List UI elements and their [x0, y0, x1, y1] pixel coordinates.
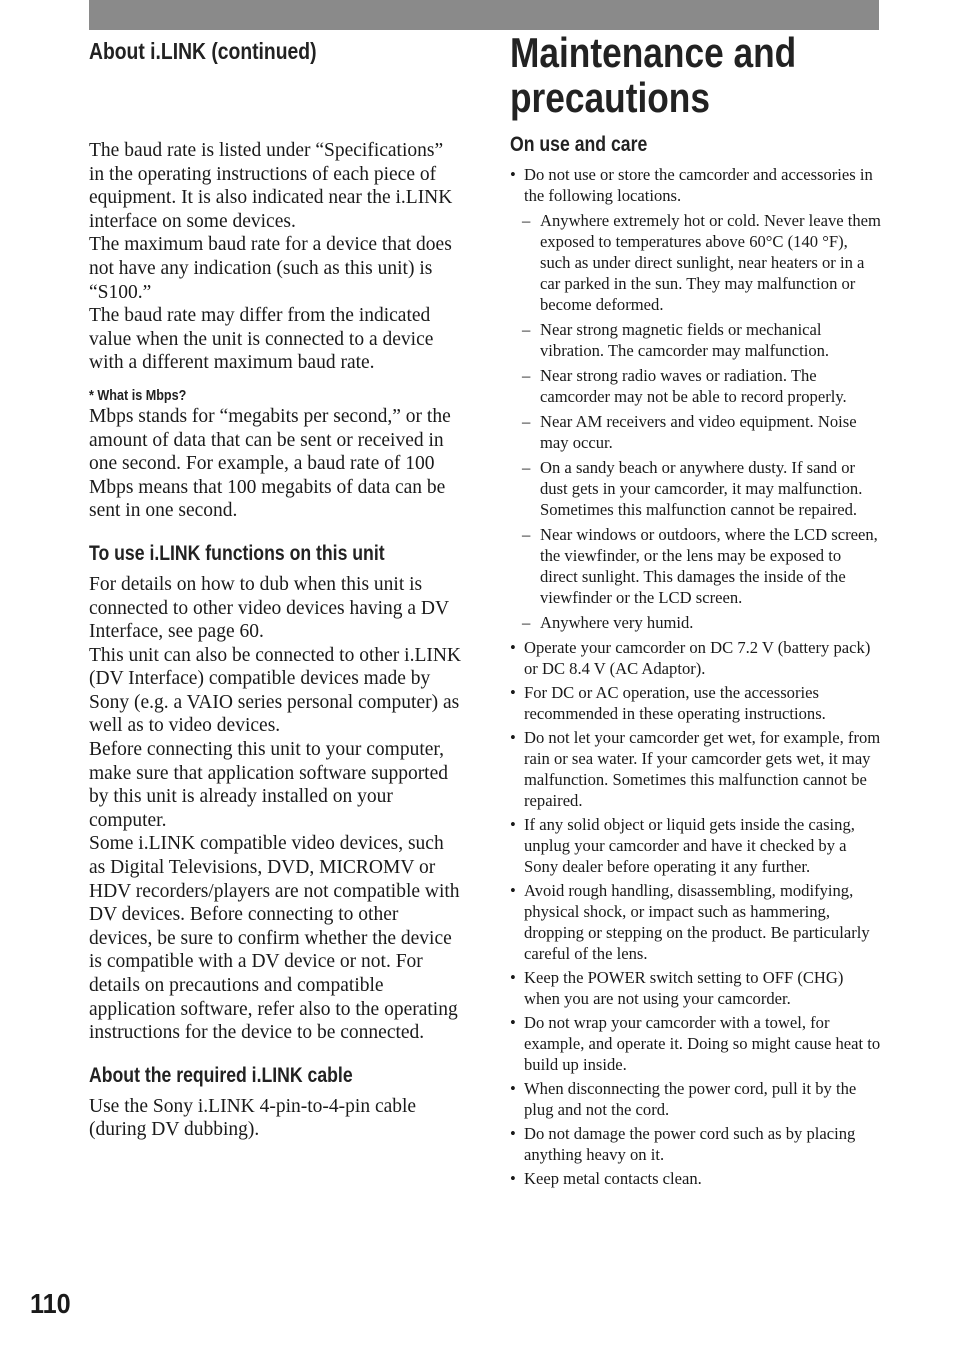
- location-item: – Anywhere extremely hot or cold. Never leave them exposed to temperatures above 60°C (140 °F), such as under direct sunlight, near heaters or in a car parked in the sun. They may malfunction or become deformed.: [510, 210, 882, 315]
- functions-heading: To use i.LINK functions on this unit: [89, 541, 385, 565]
- location-item: – Near strong magnetic fields or mechanical vibration. The camcorder may malfunction.: [510, 319, 882, 361]
- location-item: – Near strong radio waves or radiation. The camcorder may not be able to record properly.: [510, 365, 882, 407]
- functions-paragraph: Before connecting this unit to your computer, make sure that application software supported by this unit is already installed on your computer.: [89, 739, 449, 831]
- cable-text: Use the Sony i.LINK 4-pin-to-4-pin cable (during DV dubbing).: [89, 1095, 417, 1141]
- intro-paragraph: The maximum baud rate for a device that does not have any indication (such as this unit) is “S100.”: [89, 234, 452, 303]
- locations-list: [510, 210, 882, 633]
- list-item: • When disconnecting the power cord, pull it by the plug and not the cord.: [510, 1078, 882, 1120]
- left-column: [89, 139, 461, 1142]
- note-text: Mbps stands for “megabits per second,” or the amount of data that can be sent or received in one second. For example, a baud rate of 100 Mbps means that 100 megabits of data can be sent in one second.: [89, 405, 451, 522]
- list-item-text: Do not use or store the camcorder and accessories in the following locations.: [524, 165, 873, 205]
- location-item: – On a sandy beach or anywhere dusty. If sand or dust gets in your camcorder, it may malfunction. Sometimes this malfunction cannot be repaired.: [510, 457, 882, 520]
- use-care-heading: On use and care: [510, 133, 648, 156]
- precautions-list: [510, 164, 882, 206]
- intro-paragraph: The baud rate is listed under “Specifications” in the operating instructions of each piece of equipment. It is also indicated near the i.LINK interface on some devices.: [89, 140, 453, 232]
- header-bar: [89, 0, 879, 30]
- list-item: • For DC or AC operation, use the accessories recommended in these operating instructions.: [510, 682, 882, 724]
- cable-heading: About the required i.LINK cable: [89, 1063, 353, 1087]
- intro-paragraph: The baud rate may differ from the indicated value when the unit is connected to a device with a different maximum baud rate.: [89, 305, 434, 374]
- list-item: • Avoid rough handling, disassembling, modifying, physical shock, or impact such as hammering, dropping or stepping on the product. Be particularly careful of the lens.: [510, 880, 882, 964]
- page-title: Maintenance and precautions: [510, 29, 797, 121]
- functions-paragraph: This unit can also be connected to other i.LINK (DV Interface) compatible devices made by Sony (e.g. a VAIO series personal computer) as well as to video devices.: [89, 644, 462, 737]
- list-item: • If any solid object or liquid gets inside the casing, unplug your camcorder and have it checked by a Sony dealer before operating it any further.: [510, 814, 882, 877]
- functions-paragraph: Some i.LINK compatible video devices, such as Digital Televisions, DVD, MICROMV or HDV recorders/players are not compatible with DV devices. Before connecting to other devices, be sure to confirm whether the device is compatible with a DV device or not. For details on precautions and compatible application software, refer also to the operating instructions for the device to be connected.: [89, 833, 460, 1044]
- note-heading: * What is Mbps?: [89, 386, 187, 404]
- location-item: – Anywhere very humid.: [510, 612, 882, 633]
- location-item: – Near windows or outdoors, where the LCD screen, the viewfinder, or the lens may be exposed to direct sunlight. This damages the inside of the viewfinder or the LCD screen.: [510, 524, 882, 608]
- list-item: • Do not damage the power cord such as by placing anything heavy on it.: [510, 1123, 882, 1165]
- right-column: [510, 30, 882, 1189]
- section-title: About i.LINK (continued): [89, 38, 317, 64]
- list-item: • Do not let your camcorder get wet, for example, from rain or sea water. If your camcorder gets wet, it may malfunction. Sometimes this malfunction cannot be repaired.: [510, 727, 882, 811]
- list-item: • Keep the POWER switch setting to OFF (CHG) when you are not using your camcorder.: [510, 967, 882, 1009]
- list-item: [510, 164, 882, 206]
- list-item: • Operate your camcorder on DC 7.2 V (battery pack) or DC 8.4 V (AC Adaptor).: [510, 637, 882, 679]
- functions-paragraph: For details on how to dub when this unit is connected to other video devices having a DV Interface, see page 60.: [89, 573, 449, 643]
- location-item: – Near AM receivers and video equipment. Noise may occur.: [510, 411, 882, 453]
- care-list: [510, 637, 882, 1189]
- page-number: 110: [30, 1288, 71, 1319]
- list-item: • Keep metal contacts clean.: [510, 1168, 882, 1189]
- list-item: • Do not wrap your camcorder with a towel, for example, and operate it. Doing so might cause heat to build up inside.: [510, 1012, 882, 1075]
